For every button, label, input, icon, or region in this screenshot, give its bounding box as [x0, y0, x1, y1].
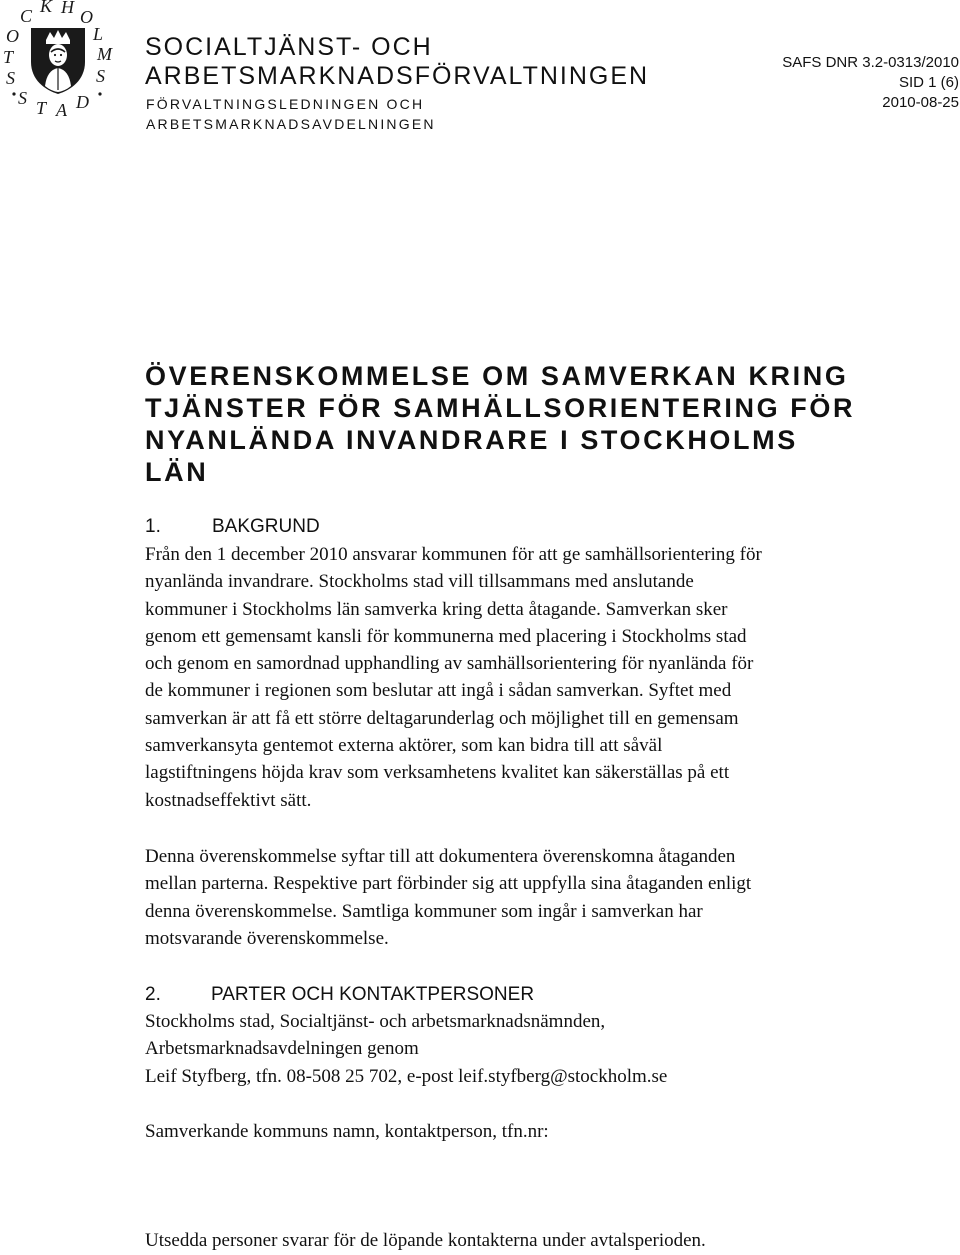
logo-letter: M — [97, 44, 112, 64]
text-line: Leif Styfberg, tfn. 08-508 25 702, e-post leif.styfberg@stockholm.se — [145, 1065, 668, 1087]
contact-party-block — [145, 1008, 667, 1090]
logo-letter: C — [20, 6, 33, 26]
text-line: mellan parterna. Respektive part förbinder sig att uppfylla sina åtaganden enligt — [145, 873, 752, 895]
text-line: Arbetsmarknadsavdelningen genom — [145, 1038, 419, 1060]
organization-name-line: SOCIALTJÄNST- OCH — [145, 33, 433, 61]
logo-letter: A — [56, 100, 67, 120]
section-title: PARTER OCH KONTAKTPERSONER — [211, 984, 535, 1005]
saint-erik-crest — [31, 28, 85, 94]
title-line: NYANLÄNDA INVANDRARE I STOCKHOLMS — [145, 425, 798, 455]
department-name — [146, 94, 436, 134]
page-indicator: SID 1 (6) — [898, 74, 959, 91]
text-line: nyanlända invandrare. Stockholms stad vill tillsammans med anslutande — [145, 571, 694, 593]
section-2-heading — [145, 984, 534, 1006]
stockholms-stad-logo — [0, 0, 118, 120]
section-number: 1. — [145, 516, 161, 537]
text-line: samverkan är att få ett större deltagarunderlag och möjlighet till en gemensam — [145, 707, 739, 729]
organization-name — [145, 33, 649, 91]
logo-letter: O — [80, 7, 93, 27]
text-line: denna överenskommelse. Samtliga kommuner som ingår i samverkan har — [145, 900, 703, 922]
logo-letter: H — [61, 0, 74, 17]
title-line: TJÄNSTER FÖR SAMHÄLLSORIENTERING FÖR — [145, 393, 856, 423]
section-1-paragraph-2 — [145, 843, 751, 952]
logo-letter: T — [3, 47, 14, 67]
logo-letter: D — [76, 92, 89, 112]
logo-letter: S — [96, 66, 105, 86]
text-line: Stockholms stad, Socialtjänst- och arbetsmarknadsnämnden, — [145, 1011, 606, 1032]
text-line: motsvarande överenskommelse. — [145, 927, 389, 949]
document-title — [145, 360, 905, 488]
title-line: LÄN — [145, 457, 209, 487]
text-line: genom ett gemensamt kansli för kommunerna med placering i Stockholms stad — [145, 625, 747, 647]
logo-letter: S — [6, 68, 15, 88]
section-1-paragraph-1 — [145, 541, 762, 814]
section-title: BAKGRUND — [212, 516, 320, 537]
document-number: SAFS DNR 3.2-0313/2010 — [782, 54, 959, 71]
document-metadata — [782, 53, 959, 113]
text-line: samverkansyta gentemot externa aktörer, som kan bidra till att såväl — [145, 735, 663, 757]
logo-letter: O — [6, 26, 19, 46]
logo-letter: L — [93, 24, 104, 44]
logo-letter: S — [18, 88, 27, 108]
section-number: 2. — [145, 984, 161, 1005]
department-name-line: ARBETSMARKNADSAVDELNINGEN — [146, 116, 436, 132]
text-line: Denna överenskommelse syftar till att dokumentera överenskomna åtaganden — [145, 846, 736, 867]
document-date: 2010-08-25 — [882, 94, 959, 111]
text-line: kommuner i Stockholms län samverka kring detta åtagande. Samverkan sker — [145, 598, 728, 620]
section-1-heading — [145, 516, 320, 538]
closing-line: Utsedda personer svarar för de löpande kontakterna under avtalsperioden. — [145, 1230, 706, 1251]
text-line: de kommuner i regionen som beslutar att ingå i sådan samverkan. Syftet med — [145, 680, 732, 702]
text-line: lagstiftningens höjda krav som verksamhetens kvalitet kan säkerställas på ett — [145, 762, 730, 784]
title-line: ÖVERENSKOMMELSE OM SAMVERKAN KRING — [145, 361, 849, 391]
text-line: kostnadseffektivt sätt. — [145, 789, 312, 811]
department-name-line: FÖRVALTNINGSLEDNINGEN OCH — [146, 96, 425, 112]
logo-letter: K — [40, 0, 53, 16]
organization-name-line: ARBETSMARKNADSFÖRVALTNINGEN — [145, 62, 650, 90]
partner-municipality-line: Samverkande kommuns namn, kontaktperson, tfn.nr: — [145, 1121, 549, 1142]
text-line: och genom en samordnad upphandling av samhällsorientering för nyanlända för — [145, 653, 754, 675]
logo-letter: T — [36, 98, 47, 118]
text-line: Från den 1 december 2010 ansvarar kommunen för att ge samhällsorientering för — [145, 544, 762, 565]
